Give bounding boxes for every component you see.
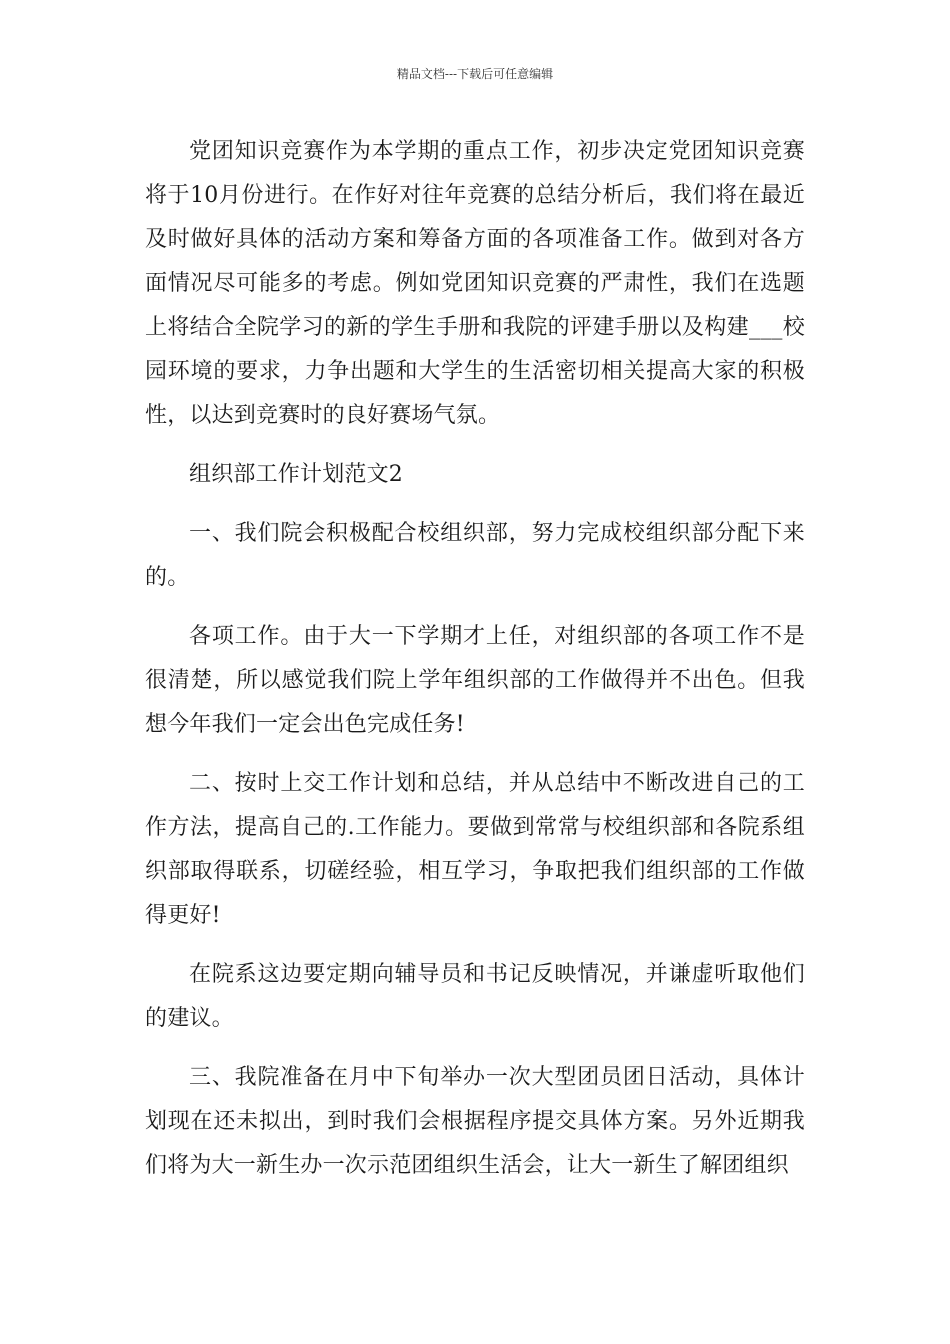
paragraph-knowledge-contest: 党团知识竞赛作为本学期的重点工作，初步决定党团知识竞赛将于10月份进行。在作好对往年竞赛的总结分析后，我们将在最近及时做好具体的活动方案和筹备方面的各项准备工作。做到对各方面情况尽可能多的考虑。例如党团知识竞赛的严肃性，我们在选题上将结合全院学习的新的学生手册和我院的评建手册以及构建___校园环境的要求，力争出题和大学生的生活密切相关提高大家的积极性，以达到竞赛时的良好赛场气氛。 <box>145 139 805 428</box>
document-body <box>145 130 805 1188</box>
page-header: 精品文档---下载后可任意编辑 <box>396 67 554 81</box>
paragraph-tasks: 各项工作。由于大一下学期才上任，对组织部的各项工作不是很清楚，所以感觉我们院上学年组织部的工作做得并不出色。但我想今年我们一定会出色完成任务! <box>145 624 805 737</box>
paragraph-item-2: 二、按时上交工作计划和总结，并从总结中不断改进自己的工作方法，提高自己的.工作能力。要做到常常与校组织部和各院系组织部取得联系，切磋经验，相互学习，争取把我们组织部的工作做得更好! <box>145 771 805 928</box>
paragraph-item-3: 三、我院准备在月中下旬举办一次大型团员团日活动，具体计划现在还未拟出，到时我们会根据程序提交具体方案。另外近期我们将为大一新生办一次示范团组织生活会，让大一新生了解团组织 <box>145 1065 805 1178</box>
section-heading-plan-2: 组织部工作计划范文2 <box>189 462 403 487</box>
paragraph-reporting: 在院系这边要定期向辅导员和书记反映情况，并谦虚听取他们的建议。 <box>145 962 805 1031</box>
paragraph-item-1: 一、我们院会积极配合校组织部，努力完成校组织部分配下来的。 <box>145 521 805 590</box>
